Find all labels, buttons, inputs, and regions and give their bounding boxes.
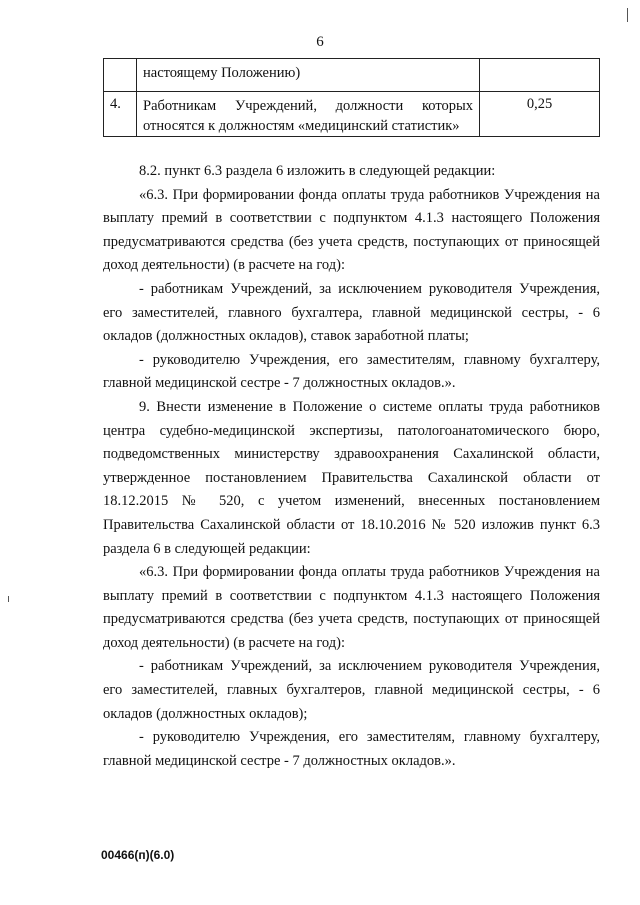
- paragraph-list-item: - руководителю Учреждения, его заместителям, главному бухгалтеру, главной медицинской сестре - 7 должностных окладов.».: [103, 351, 600, 392]
- row-number-cell: [104, 59, 137, 92]
- page-number: 6: [316, 34, 324, 50]
- row-number-cell: 4.: [104, 92, 137, 137]
- row-description-cell: Работникам Учреждений, должности которых относятся к должностям «медицинский статистик»: [137, 92, 480, 137]
- row-value-cell: 0,25: [480, 92, 600, 137]
- document-code: 00466(п)(6.0): [101, 848, 175, 862]
- paragraph-8-2: 8.2. пункт 6.3 раздела 6 изложить в следующей редакции:: [139, 163, 496, 179]
- paragraph-list-item: - работникам Учреждений, за исключением руководителя Учреждения, его заместителей, главного бухгалтера, главной медицинской сестры, - 6 окладов (должностных окладов), ставок заработной платы;: [103, 280, 600, 345]
- paragraph-list-item: - работникам Учреждений, за исключением руководителя Учреждения, его заместителей, главных бухгалтеров, главной медицинской сестры, - 6 окладов (должностных окладов);: [103, 658, 600, 722]
- paragraph-quote-6-3: «6.3. При формировании фонда оплаты труда работников Учреждения на выплату премий в соответствии с подпунктом 4.1.3 настоящего Положения предусматриваются средства (без учета средств, поступающих от приносящей доход деятельности) (в расчете на год):: [103, 186, 600, 274]
- scan-mark: [8, 596, 9, 602]
- remuneration-table: [103, 58, 600, 137]
- row-value-cell: [480, 59, 600, 92]
- row-description-cell: настоящему Положению): [137, 59, 480, 92]
- table-row: [104, 92, 600, 137]
- paragraph-9: 9. Внести изменение в Положение о системе оплаты труда работников центра судебно-медицинской экспертизы, патологоанатомического бюро, подведомственных министерству здравоохранения Сахалинской области, утвержденное постановлением Правительства Сахалинской области от 18.12.2015 № 520, с учетом изменений, внесенных постановлением Правительства Сахалинской области от 18.10.2016 № 520 изложив пункт 6.3 раздела 6 в следующей редакции:: [103, 398, 600, 557]
- table-row: [104, 59, 600, 92]
- scan-mark: [627, 8, 628, 22]
- paragraph-quote-6-3: «6.3. При формировании фонда оплаты труда работников Учреждения на выплату премий в соответствии с подпунктом 4.1.3 настоящего Положения предусматриваются средства (без учета средств, поступающих от приносящей доход деятельности) (в расчете на год):: [103, 564, 600, 651]
- paragraph-list-item: - руководителю Учреждения, его заместителям, главному бухгалтеру, главной медицинской сестре - 7 должностных окладов.».: [103, 729, 600, 769]
- document-body: [103, 160, 600, 773]
